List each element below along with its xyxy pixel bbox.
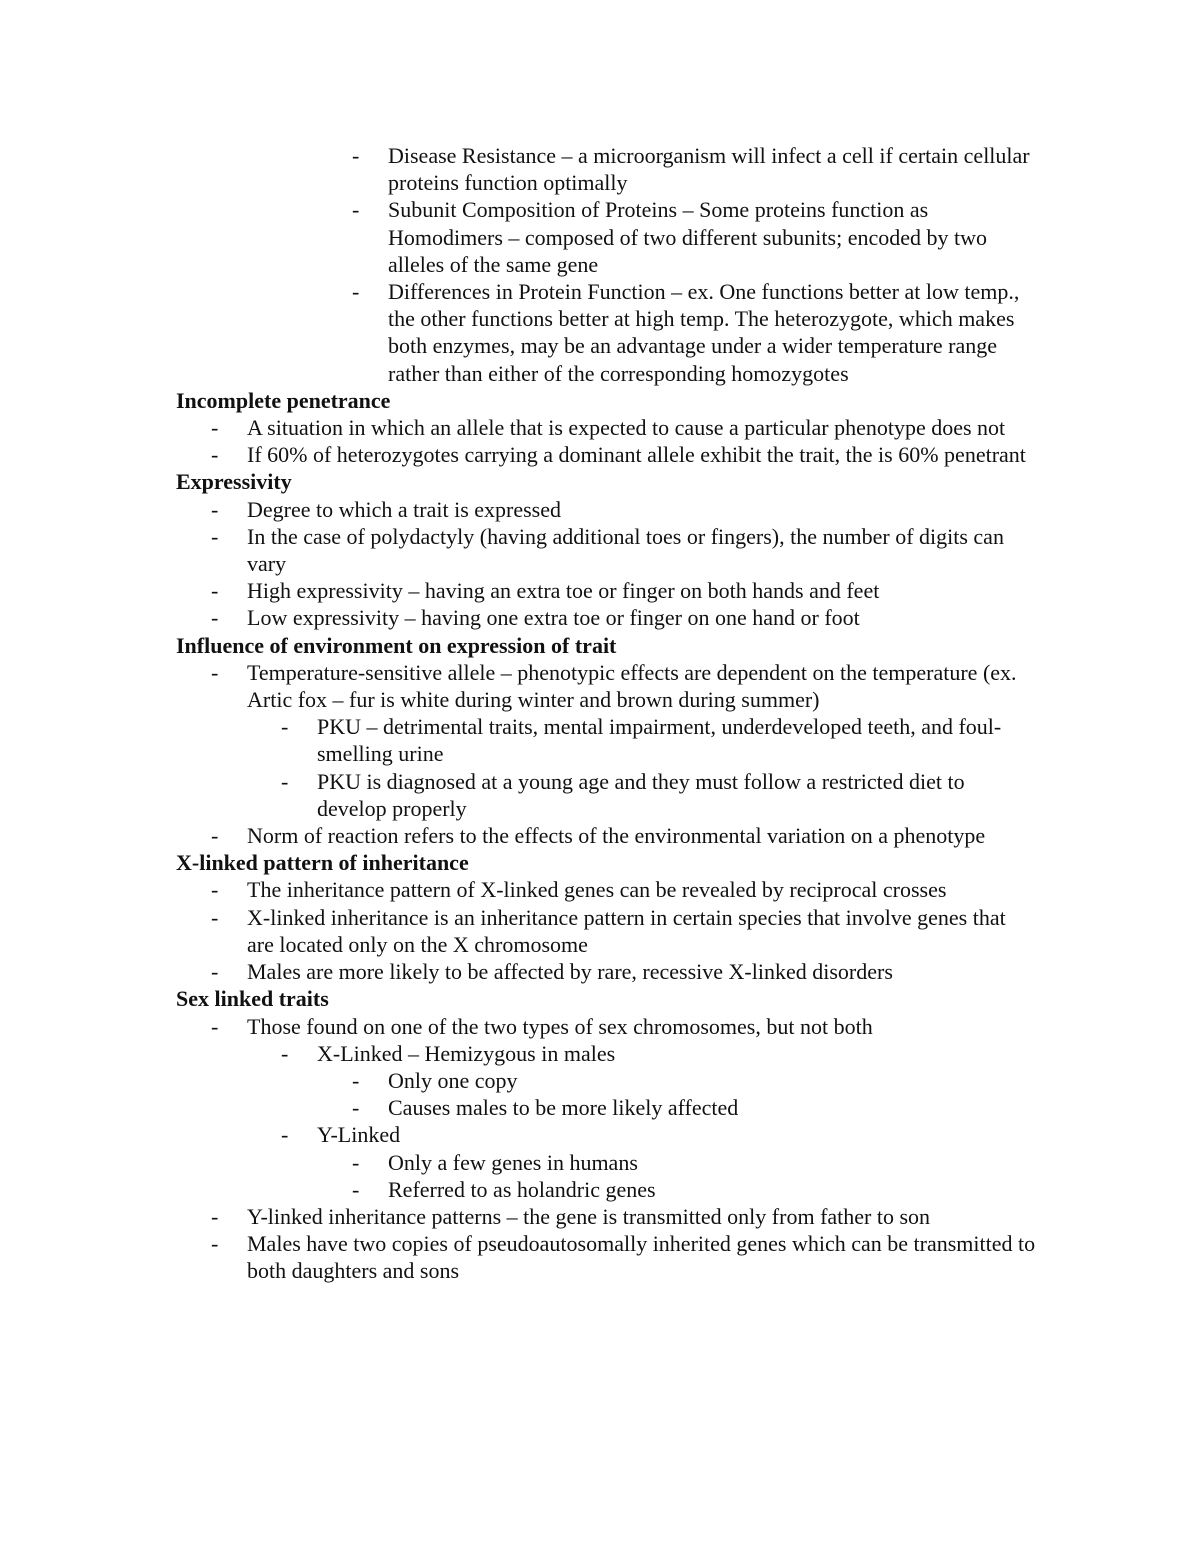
list-item-text: If 60% of heterozygotes carrying a dominant allele exhibit the trait, the is 60% penetrant bbox=[247, 442, 1026, 468]
list-item bbox=[211, 441, 1036, 468]
bullet-dash-icon: - bbox=[211, 877, 219, 903]
bullet-dash-icon: - bbox=[211, 1203, 219, 1229]
section-heading: Influence of environment on expression of trait bbox=[176, 632, 617, 658]
list-item bbox=[211, 523, 1036, 577]
bullet-dash-icon: - bbox=[211, 659, 219, 685]
list-item-text: Disease Resistance – a microorganism will infect a cell if certain cellular proteins function optimally bbox=[388, 143, 1030, 196]
list-item-text: Subunit Composition of Proteins – Some proteins function as Homodimers – composed of two different subunits; encoded by two alleles of the same gene bbox=[388, 197, 987, 277]
list-item-text: Degree to which a trait is expressed bbox=[247, 496, 561, 522]
list-item-text: Low expressivity – having one extra toe or finger on one hand or foot bbox=[247, 605, 860, 631]
list-item bbox=[281, 1121, 1036, 1148]
list-item bbox=[352, 1176, 1036, 1203]
list-item-text: X-linked inheritance is an inheritance pattern in certain species that involve genes that are located only on the X chromosome bbox=[247, 904, 1006, 957]
list-item-text: High expressivity – having an extra toe or finger on both hands and feet bbox=[247, 578, 880, 604]
bullet-dash-icon: - bbox=[211, 1231, 219, 1257]
section-heading: Expressivity bbox=[176, 469, 292, 495]
bullet-dash-icon: - bbox=[211, 904, 219, 930]
bullet-dash-icon: - bbox=[352, 143, 360, 168]
list-item bbox=[211, 876, 1036, 903]
list-item bbox=[211, 496, 1036, 523]
list-item bbox=[211, 414, 1036, 441]
list-item bbox=[352, 1149, 1036, 1176]
list-item-text: X-Linked – Hemizygous in males bbox=[317, 1040, 616, 1066]
bullet-dash-icon: - bbox=[281, 1122, 289, 1148]
bullet-dash-icon: - bbox=[211, 959, 219, 985]
list-item bbox=[211, 904, 1036, 958]
list-item bbox=[211, 958, 1036, 985]
bullet-dash-icon: - bbox=[352, 1149, 360, 1175]
bullet-dash-icon: - bbox=[211, 415, 219, 441]
list-item-text: Only a few genes in humans bbox=[388, 1149, 638, 1175]
list-item bbox=[211, 577, 1036, 604]
list-item bbox=[352, 142, 1036, 196]
list-item bbox=[211, 659, 1036, 713]
bullet-dash-icon: - bbox=[211, 1013, 219, 1039]
list-item-text: Causes males to be more likely affected bbox=[388, 1095, 739, 1121]
list-item bbox=[211, 604, 1036, 631]
bullet-dash-icon: - bbox=[281, 714, 289, 740]
bullet-dash-icon: - bbox=[211, 496, 219, 522]
list-item bbox=[352, 196, 1036, 278]
list-item bbox=[211, 1203, 1036, 1230]
bullet-dash-icon: - bbox=[352, 279, 360, 305]
bullet-dash-icon: - bbox=[352, 1067, 360, 1093]
list-item-text: PKU is diagnosed at a young age and they must follow a restricted diet to develop properly bbox=[317, 768, 965, 821]
bullet-dash-icon: - bbox=[211, 523, 219, 549]
list-item-text: Norm of reaction refers to the effects of the environmental variation on a phenotype bbox=[247, 823, 986, 849]
notes-content bbox=[176, 142, 1036, 1285]
list-item-text: Y-linked inheritance patterns – the gene is transmitted only from father to son bbox=[247, 1203, 931, 1229]
bullet-dash-icon: - bbox=[352, 197, 360, 223]
bullet-dash-icon: - bbox=[211, 442, 219, 468]
list-item-text: Males are more likely to be affected by rare, recessive X-linked disorders bbox=[247, 959, 893, 985]
section-heading: Sex linked traits bbox=[176, 986, 329, 1012]
list-item-text: A situation in which an allele that is expected to cause a particular phenotype does not bbox=[247, 415, 1006, 441]
bullet-dash-icon: - bbox=[281, 1040, 289, 1066]
list-item bbox=[281, 768, 1036, 822]
list-item bbox=[352, 1067, 1036, 1094]
list-item-text: PKU – detrimental traits, mental impairment, underdeveloped teeth, and foul-smelling urine bbox=[317, 714, 1002, 767]
list-item-text: Males have two copies of pseudoautosomally inherited genes which can be transmitted to both daughters and sons bbox=[247, 1231, 1036, 1284]
list-item bbox=[211, 1013, 1036, 1040]
list-item-text: Those found on one of the two types of sex chromosomes, but not both bbox=[247, 1013, 873, 1039]
list-item-text: Only one copy bbox=[388, 1067, 518, 1093]
list-item-text: Y-Linked bbox=[317, 1122, 401, 1148]
list-item bbox=[281, 713, 1036, 767]
bullet-dash-icon: - bbox=[281, 768, 289, 794]
list-item bbox=[211, 1230, 1036, 1284]
bullet-dash-icon: - bbox=[211, 578, 219, 604]
list-item-text: Referred to as holandric genes bbox=[388, 1176, 656, 1202]
list-item bbox=[211, 822, 1036, 849]
bullet-dash-icon: - bbox=[211, 823, 219, 849]
bullet-dash-icon: - bbox=[211, 605, 219, 631]
list-item-text: Differences in Protein Function – ex. One functions better at low temp., the other functions better at high temp. The heterozygote, which makes both enzymes, may be an advantage under a wider temperature range rather than either of the corresponding homozygotes bbox=[388, 279, 1020, 386]
bullet-dash-icon: - bbox=[352, 1095, 360, 1121]
list-item bbox=[352, 278, 1036, 387]
section-heading: Incomplete penetrance bbox=[176, 387, 391, 413]
list-item bbox=[281, 1040, 1036, 1067]
list-item-text: In the case of polydactyly (having additional toes or fingers), the number of digits can vary bbox=[247, 523, 1004, 577]
list-item-text: Temperature-sensitive allele – phenotypic effects are dependent on the temperature (ex. Artic fox – fur is white during winter and brown during summer) bbox=[247, 659, 1017, 713]
list-item-text: The inheritance pattern of X-linked genes can be revealed by reciprocal crosses bbox=[247, 877, 947, 903]
list-item bbox=[352, 1094, 1036, 1121]
section-heading: X-linked pattern of inheritance bbox=[176, 850, 469, 876]
bullet-dash-icon: - bbox=[352, 1176, 360, 1202]
